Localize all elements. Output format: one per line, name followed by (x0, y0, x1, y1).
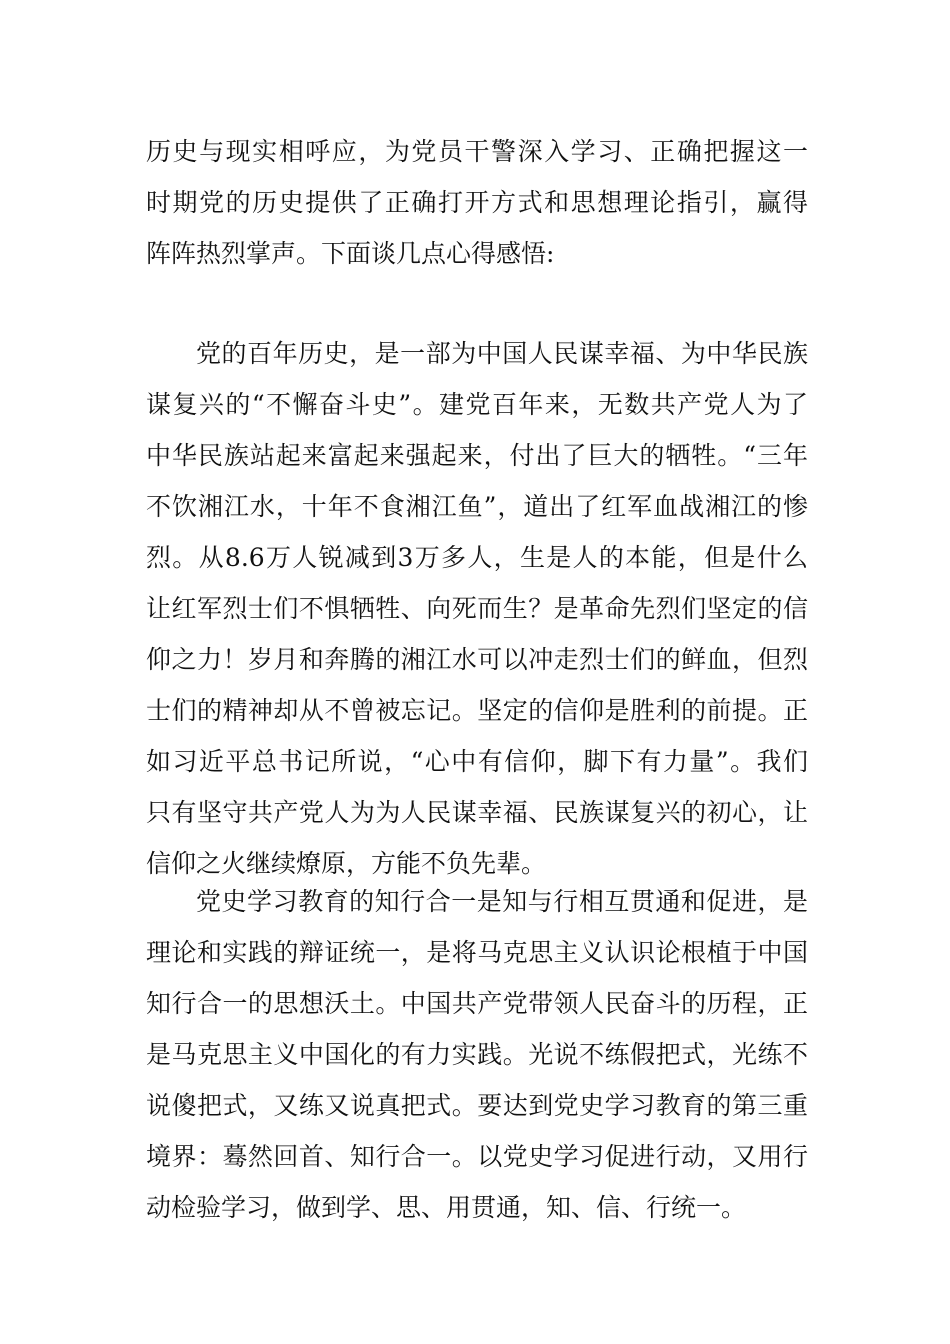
text-line: 党的百年历史，是一部为中国人民谋幸福、为中华民族 (196, 339, 808, 368)
paragraph-2 (146, 328, 808, 889)
text-line: 理论和实践的辩证统一，是将马克思主义认识论根植于中国 (146, 938, 808, 967)
text-line: 知行合一的思想沃土。中国共产党带领人民奋斗的历程，正 (146, 989, 808, 1018)
text-line: 让红军烈士们不惧牺牲、向死而生？是革命先烈们坚定的信 (146, 594, 808, 623)
paragraph-3 (146, 876, 808, 1233)
text-line: 历史与现实相呼应，为党员干警深入学习、正确把握这一 (146, 137, 808, 166)
text-line: 烈。从8.6万人锐减到3万多人，生是人的本能，但是什么 (146, 543, 808, 572)
text-line: 士们的精神却从不曾被忘记。坚定的信仰是胜利的前提。正 (146, 696, 808, 725)
text-line: 党史学习教育的知行合一是知与行相互贯通和促进，是 (196, 887, 808, 916)
text-line: 不饮湘江水，十年不食湘江鱼”，道出了红军血战湘江的惨 (146, 492, 808, 521)
text-line: 是马克思主义中国化的有力实践。光说不练假把式，光练不 (146, 1040, 808, 1069)
text-line: 时期党的历史提供了正确打开方式和思想理论指引，赢得 (146, 188, 808, 217)
text-line: 信仰之火继续燎原，方能不负先辈。 (146, 849, 547, 878)
text-line: 仰之力！岁月和奔腾的湘江水可以冲走烈士们的鲜血，但烈 (146, 645, 808, 674)
text-line: 中华民族站起来富起来强起来，付出了巨大的牺牲。“三年 (146, 441, 808, 470)
text-line: 只有坚守共产党人为为人民谋幸福、民族谋复兴的初心，让 (146, 798, 808, 827)
text-line: 境界：蓦然回首、知行合一。以党史学习促进行动，又用行 (146, 1142, 808, 1171)
text-line: 动检验学习，做到学、思、用贯通，知、信、行统一。 (146, 1193, 747, 1222)
text-line: 如习近平总书记所说，“心中有信仰，脚下有力量”。我们 (146, 747, 808, 776)
text-line: 说傻把式，又练又说真把式。要达到党史学习教育的第三重 (146, 1091, 808, 1120)
text-line: 谋复兴的“不懈奋斗史”。建党百年来，无数共产党人为了 (146, 390, 808, 419)
paragraph-1 (146, 126, 808, 279)
text-line: 阵阵热烈掌声。下面谈几点心得感悟: (146, 239, 555, 268)
